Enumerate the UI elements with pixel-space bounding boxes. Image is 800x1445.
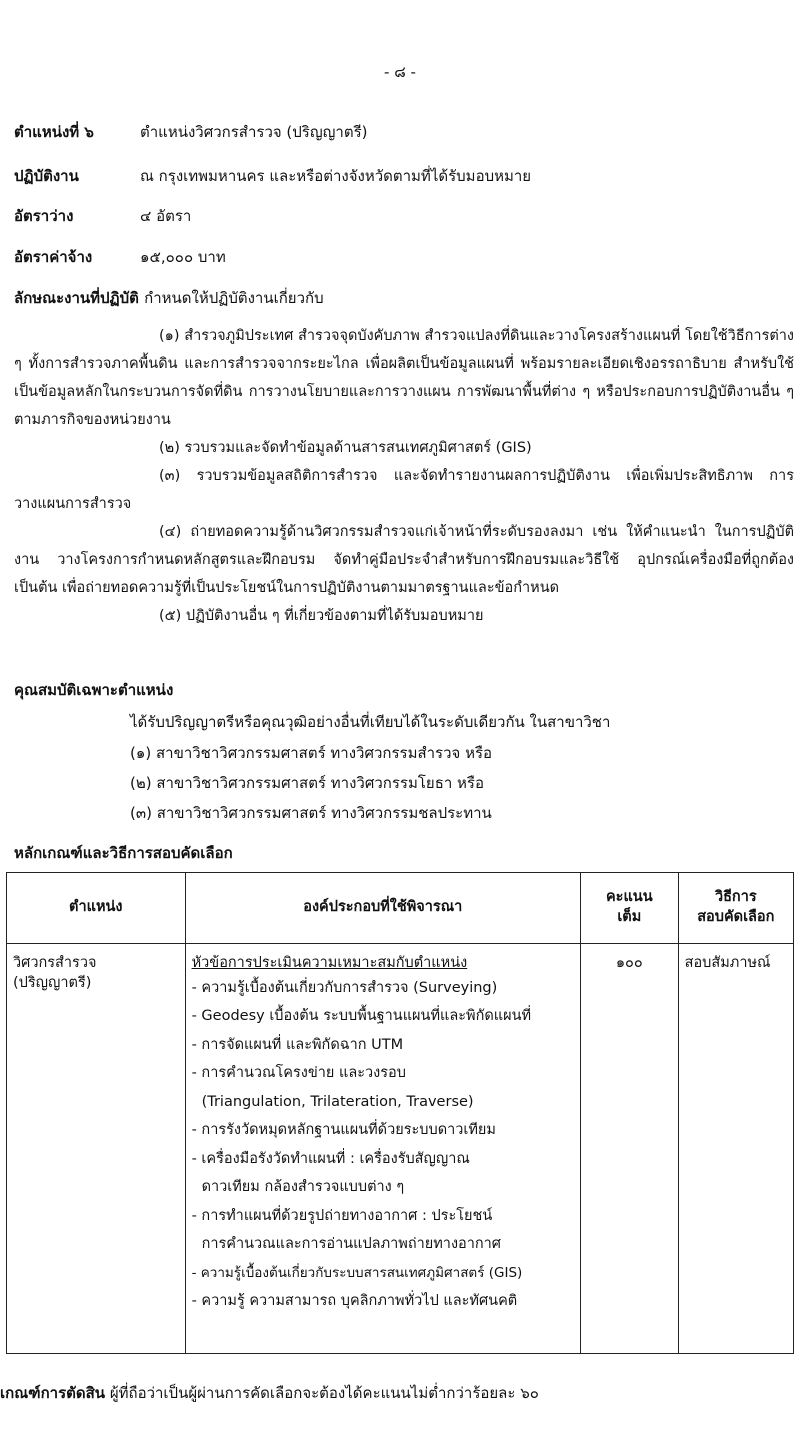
duty-item: (๑) สำรวจภูมิประเทศ สำรวจจุดบังคับภาพ สำรวจแปลงที่ดินและวางโครงสร้างแผนที่ โดยใช้วิธีการต่าง ๆ ทั้งการสำรวจภาคพื้นดิน และการสำรวจจากระยะไกล เพื่อผลิตเป็นข้อมูลแผนที่ พร้อมรายละเอียดเชิงอรรถาธิบาย สำหรับใช้เป็นข้อมูลหลักในกระบวนการจัดที่ดิน การวางนโยบายและการวางแผน การพัฒนาพื้นที่ต่าง ๆ หรือประกอบการปฏิบัติงานอื่น ๆ ตามภารกิจของหน่วยงาน — [14, 328, 794, 428]
qualifications-title: คุณสมบัติเฉพาะตำแหน่ง — [14, 681, 174, 699]
header-full-score-line2: เต็ม — [617, 909, 642, 925]
header-method-line2: สอบคัดเลือก — [697, 909, 775, 925]
duty-item: (๕) ปฏิบัติงานอื่น ๆ ที่เกี่ยวข้องตามที่ได้รับมอบหมาย — [159, 608, 484, 624]
selection-title: หลักเกณฑ์และวิธีการสอบคัดเลือก — [14, 844, 233, 862]
topic-item: - การรังวัดหมุดหลักฐานแผนที่ด้วยระบบดาวเทียม — [191, 1122, 496, 1139]
vacancies-label: อัตราว่าง — [14, 207, 74, 225]
topic-item: - การทำแผนที่ด้วยรูปถ่ายทางอากาศ : ประโยชน์ — [191, 1207, 493, 1224]
page-number: - ๘ - — [384, 63, 416, 81]
row-position-line1: วิศวกรสำรวจ — [13, 955, 97, 971]
header-method — [678, 873, 793, 944]
topic-item: - Geodesy เบื้องต้น ระบบพื้นฐานแผนที่และพิกัดแผนที่ — [191, 1008, 532, 1025]
job-nature-intro: กำหนดให้ปฏิบัติงานเกี่ยวกับ — [144, 289, 324, 307]
salary-label: อัตราค่าจ้าง — [14, 248, 93, 266]
position-value: ตำแหน่งวิศวกรสำรวจ (ปริญญาตรี) — [140, 123, 368, 141]
row-position-line2: (ปริญญาตรี) — [13, 974, 92, 991]
topic-item: - เครื่องมือรังวัดทำแผนที่ : เครื่องรับสัญญาณ — [191, 1150, 470, 1167]
row-components — [185, 944, 580, 1354]
qualification-item: (๒) สาขาวิชาวิศวกรรมศาสตร์ ทางวิศวกรรมโยธา หรือ — [130, 774, 484, 792]
table-row — [7, 944, 794, 1354]
decision-criteria — [0, 1383, 539, 1403]
qualifications-intro: ได้รับปริญญาตรีหรือคุณวุฒิอย่างอื่นที่เทียบได้ในระดับเดียวกัน ในสาขาวิชา — [130, 713, 611, 731]
job-nature-heading — [14, 288, 324, 308]
position-label: ตำแหน่งที่ ๖ — [14, 123, 94, 141]
row-score: ๑๐๐ — [581, 944, 679, 1354]
header-components: องค์ประกอบที่ใช้พิจารณา — [185, 873, 580, 944]
topic-item: - ความรู้เบื้องต้นเกี่ยวกับการสำรวจ (Surveying) — [191, 979, 498, 996]
header-full-score — [581, 873, 679, 944]
selection-table — [6, 872, 794, 1354]
job-duties — [14, 322, 794, 630]
topic-item: การคำนวณและการอ่านแปลภาพถ่ายทางอากาศ — [201, 1236, 501, 1253]
decision-label: เกณฑ์การตัดสิน — [0, 1384, 106, 1402]
topic-item: - ความรู้เบื้องต้นเกี่ยวกับระบบสารสนเทศภูมิศาสตร์ (GIS) — [191, 1264, 523, 1281]
workplace-label: ปฏิบัติงาน — [14, 167, 79, 185]
vacancies-value: ๔ อัตรา — [140, 207, 192, 225]
topic-item: (Triangulation, Trilateration, Traverse) — [201, 1093, 474, 1110]
qualification-item: (๑) สาขาวิชาวิศวกรรมศาสตร์ ทางวิศวกรรมสำรวจ หรือ — [130, 744, 493, 762]
row-method: สอบสัมภาษณ์ — [678, 944, 793, 1354]
decision-text: ผู้ที่ถือว่าเป็นผู้ผ่านการคัดเลือกจะต้องได้คะแนนไม่ต่ำกว่าร้อยละ ๖๐ — [109, 1384, 539, 1402]
topic-title: หัวข้อการประเมินความเหมาะสมกับตำแหน่ง — [191, 955, 468, 971]
topic-list — [192, 974, 574, 1316]
row-position — [7, 944, 186, 1354]
header-full-score-line1: คะแนน — [605, 889, 653, 906]
topic-item: - การจัดแผนที่ และพิกัดฉาก UTM — [191, 1036, 404, 1053]
salary-value: ๑๕,๐๐๐ บาท — [140, 248, 226, 266]
duty-item: (๓) รวบรวมข้อมูลสถิติการสำรวจ และจัดทำรายงานผลการปฏิบัติงาน เพื่อเพิ่มประสิทธิภาพ การวางแผนการสำรวจ — [14, 468, 794, 512]
duty-item: (๔) ถ่ายทอดความรู้ด้านวิศวกรรมสำรวจแก่เจ้าหน้าที่ระดับรองลงมา เช่น ให้คำแนะนำ ในการปฏิบัติงาน วางโครงการกำหนดหลักสูตรและฝึกอบรม จัดทำคู่มือประจำสำหรับการฝึกอบรมและวิธีใช้ อุปกรณ์เครื่องมือที่ถูกต้อง เป็นต้น เพื่อถ่ายทอดความรู้ที่เป็นประโยชน์ในการปฏิบัติงานตามมาตรฐานและข้อกำหนด — [14, 524, 794, 596]
header-position: ตำแหน่ง — [7, 873, 186, 944]
topic-item: ดาวเทียม กล้องสำรวจแบบต่าง ๆ — [201, 1179, 405, 1196]
job-nature-title: ลักษณะงานที่ปฏิบัติ — [14, 289, 139, 307]
topic-item: - ความรู้ ความสามารถ บุคลิกภาพทั่วไป และทัศนคติ — [191, 1293, 518, 1310]
workplace-value: ณ กรุงเทพมหานคร และหรือต่างจังหวัดตามที่ได้รับมอบหมาย — [140, 167, 532, 185]
header-method-line1: วิธีการ — [714, 889, 757, 906]
table-header-row — [7, 873, 794, 944]
qualification-item: (๓) สาขาวิชาวิศวกรรมศาสตร์ ทางวิศวกรรมชลประทาน — [130, 804, 492, 822]
topic-item: - การคำนวณโครงข่าย และวงรอบ — [191, 1065, 406, 1082]
duty-item: (๒) รวบรวมและจัดทำข้อมูลด้านสารสนเทศภูมิศาสตร์ (GIS) — [159, 440, 532, 456]
